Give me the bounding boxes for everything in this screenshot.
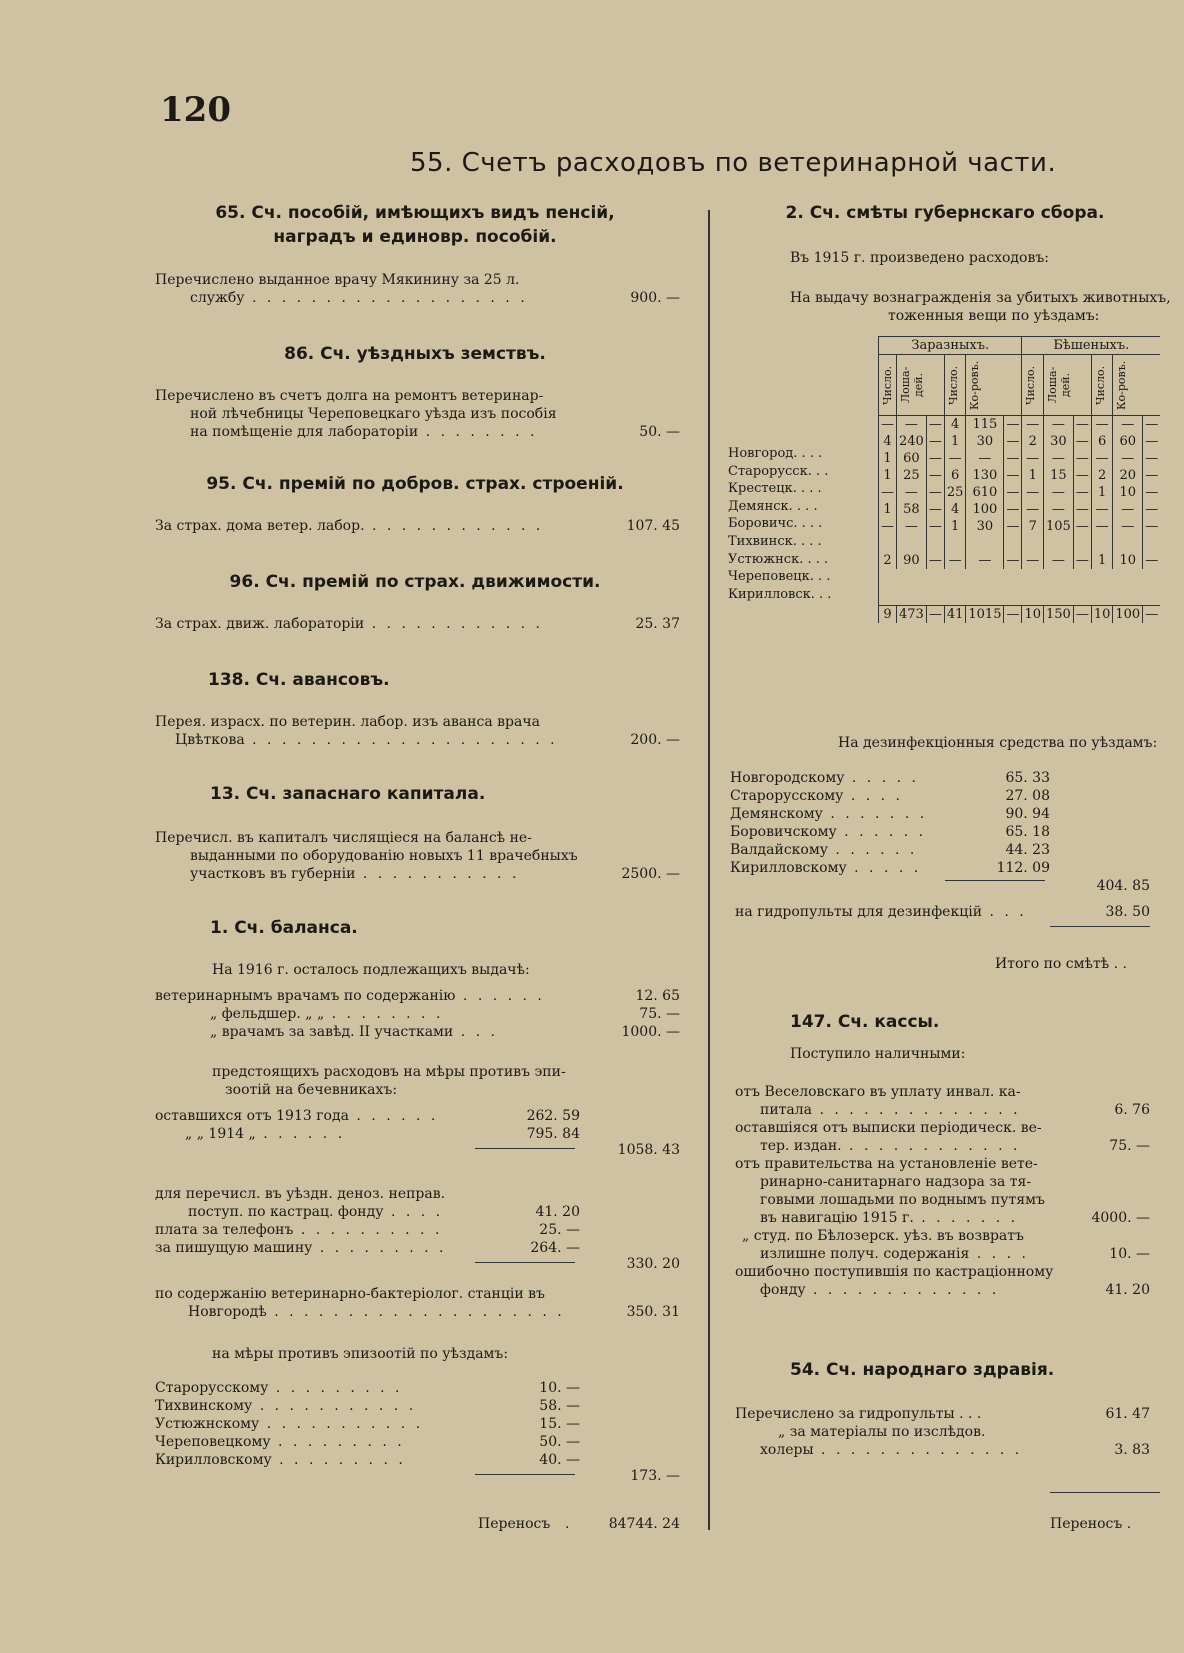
amount: 61. 47 [1105,1406,1150,1422]
table-cell: — [1143,467,1161,484]
table-cell: — [1073,518,1091,535]
total-cell: 100 [1113,606,1143,624]
table-cell: 610 [966,484,1004,501]
table-cell: 60 [1113,433,1143,450]
table-cell: — [1073,450,1091,467]
table-row [879,484,1161,501]
entry-text: „ студ. по Бѣлозерск. уѣз. въ возвратъ [742,1228,1024,1244]
amount: 65. 18 [1005,824,1050,840]
entry-text: отъ правительства на установленіе вете- [735,1156,1038,1172]
total-cell: — [1073,606,1091,624]
table-cell [966,535,1004,552]
amount: 25. 37 [635,616,680,632]
table-cell: 30 [966,518,1004,535]
entry-text: На 1916 г. осталось подлежащихъ выдачѣ: [212,962,530,978]
table-cell: 2 [879,552,897,569]
section-title: 95. Сч. премій по добров. страх. строеній. [206,474,624,494]
section-title: 1. Сч. баланса. [210,918,358,938]
column-header: Число. [1024,365,1038,405]
entry-text: „ „ 1914 „ [185,1126,256,1142]
table-cell: 25 [944,484,966,501]
table-cell: — [1022,416,1044,434]
table-cell: — [1091,450,1113,467]
table-cell: — [1004,433,1022,450]
table-cell: — [1073,433,1091,450]
column-divider [708,210,710,1530]
district-name: Валдайскому [730,842,828,858]
table-cell: 1 [1091,552,1113,569]
table-cell: — [1113,416,1143,434]
table-cell: — [1004,450,1022,467]
entry-text: ринарно-санитарнаго надзора за тя- [760,1174,1032,1190]
table-cell: — [1091,501,1113,518]
table-cell: — [1073,467,1091,484]
table-cell [1073,535,1091,552]
district-name: Кирилловскому [730,860,847,876]
table-cell [1091,535,1113,552]
table-row [879,450,1161,467]
table-cell: — [1143,416,1161,434]
entry-text: отъ Веселовскаго въ уплату инвал. ка- [735,1084,1021,1100]
table-cell: 130 [966,467,1004,484]
table-cell: — [926,450,944,467]
column-header: Число. [881,365,894,405]
total-label-text: Итого по смѣтѣ [995,956,1110,972]
entry-text: выданными по оборудованію новыхъ 11 врачебныхъ [190,848,578,864]
amount: 90. 94 [1005,806,1050,822]
table-cell [926,535,944,552]
total-label: Итого по смѣтѣ . . [995,956,1127,972]
table-cell: 90 [897,552,927,569]
amount: 262. 59 [526,1108,580,1124]
table-cell: — [1073,552,1091,569]
table-cell [1044,535,1074,552]
table-cell: — [1073,416,1091,434]
table-cell: 25 [897,467,927,484]
page-title: 55. Счетъ расходовъ по ветеринарной части. [410,148,1057,178]
table-cell: 60 [897,450,927,467]
table-cell [897,535,927,552]
entry-text: оставшіяся отъ выписки періодическ. ве- [735,1120,1042,1136]
table-cell: 1 [879,467,897,484]
total-cell: 41 [944,606,966,624]
entry-text: холеры [760,1442,814,1458]
entry-text: ошибочно поступившія по кастраціонному [735,1264,1054,1280]
entry-text: ной лѣчебницы Череповецкаго уѣзда изъ пособія [190,406,557,422]
table-cell: 2 [1022,433,1044,450]
entry-text: тоженныя вещи по уѣздамъ: [888,308,1100,324]
entry-text: Перечислено за гидропульты . . . [735,1406,982,1422]
table-cell [879,535,897,552]
table-cell: — [1113,518,1143,535]
page-number: 120 [160,90,231,130]
table-cell: 1 [879,501,897,518]
table-row [879,416,1161,434]
district-label: Тихвинск. . . . [728,534,822,549]
group-header: Заразныхъ. [879,337,1022,355]
entry-text: На дезинфекціонныя средства по уѣздамъ: [838,735,1158,751]
table-row [879,535,1161,552]
section-title: 138. Сч. авансовъ. [208,670,390,690]
subtotal-rule [475,1148,575,1149]
column-header: Ко-ровъ. [1115,360,1129,410]
subtotal-rule [1050,1492,1160,1493]
entry-text: фонду [760,1282,806,1298]
district-name: Череповецкому [155,1434,271,1450]
amount: 50. — [639,424,680,440]
column-header: Число. [1093,365,1107,405]
amount: 264. — [530,1240,580,1256]
table-cell: 100 [966,501,1004,518]
table-cell: — [966,450,1004,467]
table-cell: — [1143,433,1161,450]
table-cell: 58 [897,501,927,518]
amount: 25. — [539,1222,580,1238]
entry-text: „ за матеріалы по изслѣдов. [778,1424,986,1440]
total-cell: 1015 [966,606,1004,624]
table-cell: — [1091,416,1113,434]
table-cell [1113,535,1143,552]
section-title: 86. Сч. уѣздныхъ земствъ. [284,344,546,364]
subtotal-rule [475,1474,575,1475]
carry-forward-amount: 84744. 24 [608,1516,680,1532]
table-cell: 7 [1022,518,1044,535]
table-cell: — [1113,501,1143,518]
column-header: Число. [946,365,960,405]
table-cell: — [1022,552,1044,569]
table-cell: — [1143,450,1161,467]
entry-text: На выдачу вознагражденія за убитыхъ животныхъ, [790,290,1171,306]
amount: 330. 20 [626,1256,680,1272]
table-cell: — [926,552,944,569]
entry-text: за пишущую машину [155,1240,313,1256]
entry-text: излишне получ. содержанія [760,1246,970,1262]
total-cell: — [1143,606,1161,624]
entry-text: поступ. по кастрац. фонду [188,1204,384,1220]
district-label: Крестецк. . . . [728,481,822,497]
table-cell: 1 [944,433,966,450]
district-label: Старорусск. . . [728,463,829,479]
table-row [879,552,1161,569]
table-cell: — [1022,501,1044,518]
district-label: Новгород. . . . [728,446,823,461]
table-cell: — [926,484,944,501]
column-headers [879,355,1161,416]
amount: 3. 83 [1114,1442,1150,1458]
section-title: 13. Сч. запаснаго капитала. [210,784,486,804]
total-cell: — [1004,606,1022,624]
table-cell: 4 [944,501,966,518]
amount: 1058. 43 [617,1142,680,1158]
total-cell: 150 [1044,606,1074,624]
table-cell: — [1143,552,1161,569]
table-cell: 2 [1091,467,1113,484]
table-cell: — [966,552,1004,569]
amount: 6. 76 [1114,1102,1150,1118]
district-name: Боровичскому [730,824,837,840]
section-title: 2. Сч. смѣты губернскаго сбора. [785,203,1105,223]
entry-text: на помѣщеніе для лабораторіи [190,424,419,440]
table-cell: — [1004,501,1022,518]
amount: 107. 45 [626,518,680,534]
table-row [879,501,1161,518]
subtotal-rule [945,880,1045,881]
amount: 4000. — [1091,1210,1150,1226]
table-cell: — [1044,501,1074,518]
table-cell: — [897,416,927,434]
table-cell: — [897,518,927,535]
section-title: 65. Сч. пособій, имѣющихъ видъ пенсій, [215,203,615,223]
table-cell: — [879,518,897,535]
amount: 15. — [539,1416,580,1432]
amount: 75. — [1109,1138,1150,1154]
amount: 10. — [1109,1246,1150,1262]
table-cell: 30 [1044,433,1074,450]
table-cell: 6 [1091,433,1113,450]
table-row [879,467,1161,484]
compensation-table [878,336,1160,623]
table-cell: 20 [1113,467,1143,484]
amount: 44. 23 [1005,842,1050,858]
amount: 795. 84 [526,1126,580,1142]
table-body [879,416,1161,570]
table-cell: 15 [1044,467,1074,484]
district-label: Демянск. . . . [728,498,818,514]
table-cell: — [1022,484,1044,501]
entry-text: тер. издан. [760,1138,842,1154]
entry-text: Поступило наличными: [790,1046,966,1062]
entry-text: Перея. израсх. по ветерин. лабор. изъ аванса врача [155,714,540,730]
entry-text: зоотій на бечевникахъ: [225,1082,398,1098]
table-cell: — [1143,484,1161,501]
table-cell: — [926,518,944,535]
carry-forward-label: Переносъ [478,1516,551,1532]
table-cell: — [926,416,944,434]
table-cell: 1 [879,450,897,467]
section-title-cont: наградъ и единовр. пособій. [273,227,557,247]
table-cell: — [1004,552,1022,569]
table-cell: — [1044,450,1074,467]
table-cell: — [944,552,966,569]
table-cell: — [926,433,944,450]
entry-text: Цвѣткова [175,732,245,748]
table-cell: — [1073,501,1091,518]
spacer-row [879,569,1161,606]
amount: 350. 31 [626,1304,680,1320]
column-header: Лоша-дей. [1046,366,1073,404]
table-cell: — [879,416,897,434]
column-header: Лоша-дей. [899,366,925,404]
amount: 12. 65 [635,988,680,1004]
table-row [879,518,1161,535]
district-name: Старорусскому [155,1380,269,1396]
table-cell: — [1073,484,1091,501]
entry-text: питала [760,1102,812,1118]
carry-forward-label: Переносъ . [1050,1516,1132,1532]
amount: 65. 33 [1005,770,1050,786]
carry-forward-text: Переносъ [1050,1516,1123,1532]
table-cell: 4 [879,433,897,450]
table-cell: — [926,501,944,518]
amount: 27. 08 [1005,788,1050,804]
amount: 40. — [539,1452,580,1468]
entry-text: участковъ въ губерніи [190,866,356,882]
table-cell: 4 [944,416,966,434]
entry-text: Перечисл. въ капиталъ числящіеся на балансѣ не- [155,830,532,846]
table-cell: — [944,450,966,467]
entry-text: для перечисл. въ уѣздн. деноз. неправ. [155,1186,446,1202]
document-page: 120 55. Счетъ расходовъ по ветеринарной части. 65. Сч. пособій, имѣющихъ видъ пенсій, наградъ и единовр. пособій. Перечислено выданное врачу Мякинину за 25 л. службу . . . . . . . . . . . . . . . . . . . 900. — 86. Сч. уѣздныхъ земствъ. Перечислено въ счетъ долга на ремонтъ ветеринар- ной лѣчебницы Череповецкаго уѣзда изъ пособія на помѣщеніе для лабораторіи . . . . . . . . 50. — 95. Сч. премій по добров. страх. строеній. За страх. дома ветер. лабор. . . . . . . . . . . . . 107. 45 96. Сч. премій по страх. движимости. За страх. движ. лабораторіи . . . . . . . . . . . . 25. 37 138. Сч. авансовъ. Перея. израсх. по ветерин. лабор. изъ аванса врача Цвѣткова . . . . . . . . . . . . . . . . . . . . . 200. — 13. Сч. запаснаго капитала. Перечисл. въ капиталъ числящіеся на балансѣ не- выданными по оборудованію новыхъ 11 врачебныхъ участковъ въ губерніи . . . . . . . . . . . 2500. — 1. Сч. баланса. На 1916 г. осталось подлежащихъ выдачѣ: ветеринарнымъ врачамъ по содержанію . . . . . . 12. 65 „ фельдшер. „ „ . . . . . . . . 75. — „ врачамъ за завѣд. II участками . . . 1000. — предстоящихъ расходовъ на мѣры противъ эпи- зоотій на бечевникахъ: оставшихся отъ 1913 года . . . . . . 262. 59 „ „ 1914 „ . . . . . . 795. 84 1058. 43 для перечисл. въ уѣздн. деноз. неправ. поступ. по кастрац. фонду . . . . 41. 20 плата за телефонъ . . . . . . . . . . 25. — за пишущую машину . . . . . . . . . 264. — 330. 20 по содержанію ветеринарно-бактеріолог. станціи въ Новгородѣ . . . . . . . . . . . . . . . . . . . . 350. 31 на мѣры противъ эпизоотій по уѣздамъ: Старорусскому . . . . . . . . . 10. — Тихвинскому . . . . . . . . . . . 58. — Устюжнскому . . . . . . . . . . . 15. — Череповецкому . . . . . . . . . 50. — Кирилловскому . . . . . . . . . 40. — 173. — Переносъ . 84744. 24 2. Сч. смѣты губернскаго сбора. Въ 1915 г. произведено расходовъ: На выдачу вознагражденія за убитыхъ животныхъ, тоженныя вещи по уѣздамъ: Заразныхъ. Бѣшеныхъ. Число. Лоша-дей. Число. Ко-ровъ. Число. Лоша-дей. Число. Ко-ровъ. — — — 4 115 — — — — — — — 4 240 — 1 30 — 2 30 — 6 60 — 1 60 — — — — — — — — — — 1 25 — 6 130 — 1 15 — 2 20 — — — — 25 610 — — — — 1 10 — 1 58 — 4 100 — — — — — — — — — — 1 30 — 7 105 — — — — 2 90 — — — — — — — 1 10 — 9 473 — 41 1015 — 10 150 — 10 100 — Новгород. . . . Старорусск. . . Крестецк. . . . Демянск. . . . Боровичс. . . . Тихвинск. . . . Устюжнск. . . . Череповецк. . . Кирилловск. . . На дезинфекціонныя средства по уѣздамъ: Новгородскому . . . . . 65. 33 Старорусскому . . . . 27. 08 Демянскому . . . . . . . 90. 94 Боровичскому . . . . . . 65. 18 Валдайскому . . . . . . 44. 23 Кирилловскому . . . . . 112. 09 404. 85 на гидропульты для дезинфекцій . . . 38. 50 Итого по смѣтѣ . . 147. Сч. кассы. Поступило наличными: отъ Веселовскаго въ уплату инвал. ка- питала . . . . . . . . . . . . . . 6. 76 оставшіяся отъ выписки періодическ. ве- тер. издан. . . . . . . . . . . . . 75. — отъ правительства на установленіе вете- ринарно-санитарнаго надзора за тя- говыми лошадьми по воднымъ путямъ въ навигацію 1915 г. . . . . . . . 4000. — „ студ. по Бѣлозерск. уѣз. въ возвратъ излишне получ. содержанія . . . . 10. — ошибочно поступившія по кастраціонному фонду . . . . . . . . . . . . . 41. 20 54. Сч. народнаго здравія. Перечислено за гидропульты . . . 61. 47 „ за матеріалы по изслѣдов. холеры . . . . . . . . . . . . . . 3. 83 Переносъ . [0,0,1184,1653]
table-cell [1004,535,1022,552]
table-cell: 240 [897,433,927,450]
entry-text: Перечислено въ счетъ долга на ремонтъ ветеринар- [155,388,544,404]
table-cell: — [1143,518,1161,535]
entry-text: Перечислено выданное врачу Мякинину за 25 л. [155,272,520,288]
district-name: Новгородскому [730,770,845,786]
table-cell: — [1004,484,1022,501]
amount: 1000. — [621,1024,680,1040]
table-cell: 105 [1044,518,1074,535]
entry-text: предстоящихъ расходовъ на мѣры противъ эпи- [212,1064,566,1080]
table-cell: 115 [966,416,1004,434]
amount: 10. — [539,1380,580,1396]
table-cell: 10 [1113,484,1143,501]
subtotal-rule [1050,926,1150,927]
district-label: Кирилловск. . . [728,586,832,602]
district-label: Боровичс. . . . [728,516,823,532]
district-label: Устюжнск. . . . [728,551,829,567]
district-name: Кирилловскому [155,1452,272,1468]
entry-text: Въ 1915 г. произведено расходовъ: [790,250,1049,266]
district-name: Тихвинскому [155,1398,253,1414]
entry-text: на гидропульты для дезинфекцій [735,904,983,920]
amount: 50. — [539,1434,580,1450]
amount: 58. — [539,1398,580,1414]
table-cell: — [1022,450,1044,467]
entry-text: За страх. дома ветер. лабор. [155,518,365,534]
table-cell: — [1143,501,1161,518]
amount: 200. — [630,732,680,748]
table-cell: 1 [1091,484,1113,501]
table-cell: — [1004,416,1022,434]
district-label: Череповецк. . . [728,569,831,585]
table-cell: 1 [944,518,966,535]
table-cell: — [1004,518,1022,535]
entry-text: ветеринарнымъ врачамъ по содержанію [155,988,456,1004]
amount: 38. 50 [1105,904,1150,920]
district-name: Старорусскому [730,788,844,804]
table-cell: 6 [944,467,966,484]
table-cell [1143,535,1161,552]
entry-text: въ навигацію 1915 г. [760,1210,914,1226]
table-cell: — [926,467,944,484]
amount: 404. 85 [1096,878,1150,894]
table-cell: — [1044,552,1074,569]
table-cell: — [1113,450,1143,467]
carry-forward-dot: . [565,1516,570,1532]
section-title: 54. Сч. народнаго здравія. [790,1360,1055,1380]
amount: 2500. — [621,866,680,882]
total-cell: — [926,606,944,624]
district-name: Демянскому [730,806,823,822]
table-cell: — [879,484,897,501]
amount: 75. — [639,1006,680,1022]
subtotal-rule [475,1262,575,1263]
entry-text: „ фельдшер. „ „ [210,1006,325,1022]
entry-text: плата за телефонъ [155,1222,294,1238]
section-title: 147. Сч. кассы. [790,1012,940,1032]
column-header: Ко-ровъ. [968,360,982,410]
group-header: Бѣшеныхъ. [1022,337,1160,355]
entry-text: „ врачамъ за завѣд. II участками [210,1024,454,1040]
district-name: Устюжнскому [155,1416,260,1432]
entry-text: службу [190,290,245,306]
table-cell [944,535,966,552]
total-cell: 9 [879,606,897,624]
entry-text: Новгородѣ [188,1304,267,1320]
amount: 41. 20 [1105,1282,1150,1298]
total-cell: 10 [1091,606,1113,624]
amount: 41. 20 [535,1204,580,1220]
entry-text: За страх. движ. лабораторіи [155,616,365,632]
table-cell: — [1004,467,1022,484]
table-cell: — [1044,416,1074,434]
entry-text: оставшихся отъ 1913 года [155,1108,349,1124]
table-cell: 10 [1113,552,1143,569]
totals-row [879,606,1161,624]
entry-text: по содержанію ветеринарно-бактеріолог. станціи въ [155,1286,545,1302]
table-cell: 1 [1022,467,1044,484]
section-title: 96. Сч. премій по страх. движимости. [229,572,601,592]
entry-text: говыми лошадьми по воднымъ путямъ [760,1192,1045,1208]
table-cell: — [1044,484,1074,501]
total-cell: 10 [1022,606,1044,624]
table-row [879,433,1161,450]
amount: 900. — [630,290,680,306]
table-cell: — [1091,518,1113,535]
table-cell: — [897,484,927,501]
amount: 173. — [630,1468,680,1484]
total-cell: 473 [897,606,927,624]
table-cell: 30 [966,433,1004,450]
table-cell [1022,535,1044,552]
amount: 112. 09 [996,860,1050,876]
entry-text: на мѣры противъ эпизоотій по уѣздамъ: [212,1346,509,1362]
